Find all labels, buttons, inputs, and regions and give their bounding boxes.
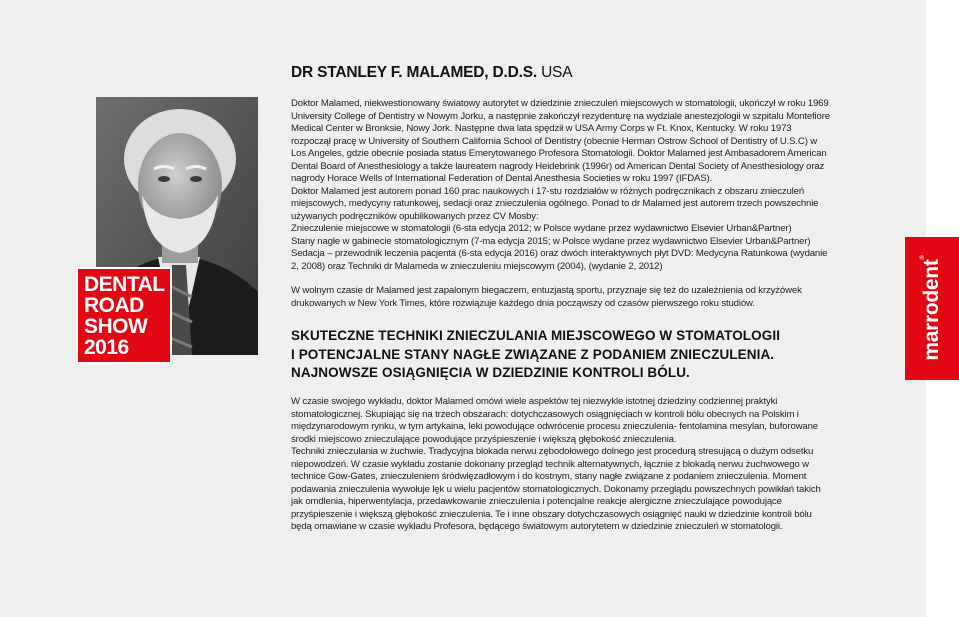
badge-line: ROAD xyxy=(84,293,144,317)
speaker-name: DR STANLEY F. MALAMED, D.D.S. xyxy=(291,64,537,81)
bio-paragraph: Stany nagłe w gabinecie stomatologicznym (7-ma edycja 2015; w Polsce wydane przez wydawnictwo Elsevier Urban&Partner) xyxy=(291,235,811,247)
badge-line: SHOW xyxy=(84,314,148,338)
lecture-title xyxy=(291,327,831,383)
speaker-country: USA xyxy=(541,64,573,81)
bio-paragraph: Doktor Malamed jest autorem ponad 160 prac naukowych i 17-stu rozdziałów w różnych podręcznikach z obszaru znieczuleń miejscowych, medycyny ratunkowej, sedacji oraz znieczulenia ogólnego. Ponad to dr Malamed jest autorem trzech powszechnie używanych podręczników opublikowanych przez CV Mosby: xyxy=(291,185,819,222)
lecture-title-line: NAJNOWSZE OSIĄGNIĘCIA W DZIEDZINIE KONTROLI BÓLU. xyxy=(291,365,690,380)
badge-line: DENTAL xyxy=(84,272,165,296)
lecture-description xyxy=(291,396,831,534)
speaker-name-heading xyxy=(291,64,572,82)
bio-paragraph: Doktor Malamed, niekwestionowany światowy autorytet w dziedzinie znieczuleń miejscowych w stomatologii, ukończył w roku 1969 University College of Dentistry w Nowym Jorku, a następnie zakończył rezydenturę na wydziale anestezjologii w szpitalu Montefiore Medical Center w Bronksie, Nowy Jork. Następne dwa lata spędził w USA Army Corps w Ft. Knox, Kentucky. W roku 1973 rozpoczął pracę w University of Southern California School of Dentistry (obecnie Herman Ostrow School of Dentistry of U.S.C) w Los Angeles, gdzie obecnie posiada status Emerytowanego Profesora Stomatologii. Doktor Malamed jest Ambasadorem American Dental Board of Anesthesiology a także laureatem nagrody Heidebrink (1996r) od American Dental Society of Anesthesiology oraz nagrody Horace Wells of International Federation of Dental Anesthesia Societies w roku 1997 (IFDAS). xyxy=(291,98,830,184)
speaker-bio xyxy=(291,98,831,310)
lecture-title-line: I POTENCJALNE STANY NAGŁE ZWIĄZANE Z PODANIEM ZNIECZULENIA. xyxy=(291,346,775,362)
registered-mark: ® xyxy=(920,255,926,260)
badge-line: 2016 xyxy=(84,335,129,359)
bio-paragraph: Znieczulenie miejscowe w stomatologii (6-sta edycja 2012; w Polsce wydane przez wydawnictwo Elsevier Urban&Partner) xyxy=(291,223,792,234)
bio-paragraph: W wolnym czasie dr Malamed jest zapalonym biegaczem, entuzjastą sportu, przyznaje się też do uzależnienia od krzyżówek drukowanych w New York Times, które rozwiązuje każdego dnia począwszy od czasów pierwszego roku studiów. xyxy=(291,285,802,309)
brand-wordmark xyxy=(920,255,944,360)
lecture-paragraph: Techniki znieczulania w żuchwie. Tradycyjna blokada nerwu zębodołowego dolnego jest procedurą stresującą o dużym odsetku niepowodzeń. W czasie wykładu zostanie dokonany przegląd technik alternatywnych, łącznie z blokadą nerwu żuchwowego w technice Gow-Gates, znieczuleniem śródwięzadłowym i do kostnym, stany nagłe związane z podaniem znieczulenia. Moment podawania znieczulenia wywołuje lęk u wielu pacjentów stomatologicznych. Dokonamy przeglądu powszechnych powikłań takich jak omdlenia, hiperwentylacja, przedawkowanie znieczulenia i potencjalne reakcje alergiczne znieczulające powodujące przyśpieszenie i większą głębokość znieczulenia. Te i inne obszary dotychczasowych osiągnięć nauki w dziedzinie kontroli bólu będą omawiane w czasie wykładu Profesora, będącego światowym autorytetem w dziedzinie znieczuleń w stomatologii. xyxy=(291,446,821,532)
marrodent-logo xyxy=(905,237,959,380)
bio-paragraph: Sedacja – przewodnik leczenia pacjenta (6-sta edycja 2016) oraz dwóch interaktywnych płyt DVD: Medycyna Ratunkowa (wydanie 2, 2008) oraz Techniki dr Malameda w znieczuleniu miejscowym (2004), (wydanie 2, 2012) xyxy=(291,248,828,272)
lecture-paragraph: W czasie swojego wykładu, doktor Malamed omówi wiele aspektów tej niezwykle istotnej dziedziny codziennej praktyki stomatologicznej. Skupiając się na trzech obszarach: dotychczasowych osiągnięciach w kontroli bólu obecnych na Polskim i międzynarodowym rynku, w tym artykaina, leki powodujące odwrócenie procesu znieczulenia- fentolamina mesylan, buforowane środki miejscowo znieczulające powodujące przyśpieszenie i większą głębokość znieczulenia. xyxy=(291,396,818,445)
dental-road-show-badge xyxy=(76,267,172,364)
brand-name: marrodent xyxy=(920,259,943,361)
lecture-title-line: SKUTECZNE TECHNIKI ZNIECZULANIA MIEJSCOWEGO W STOMATOLOGII xyxy=(291,328,781,343)
